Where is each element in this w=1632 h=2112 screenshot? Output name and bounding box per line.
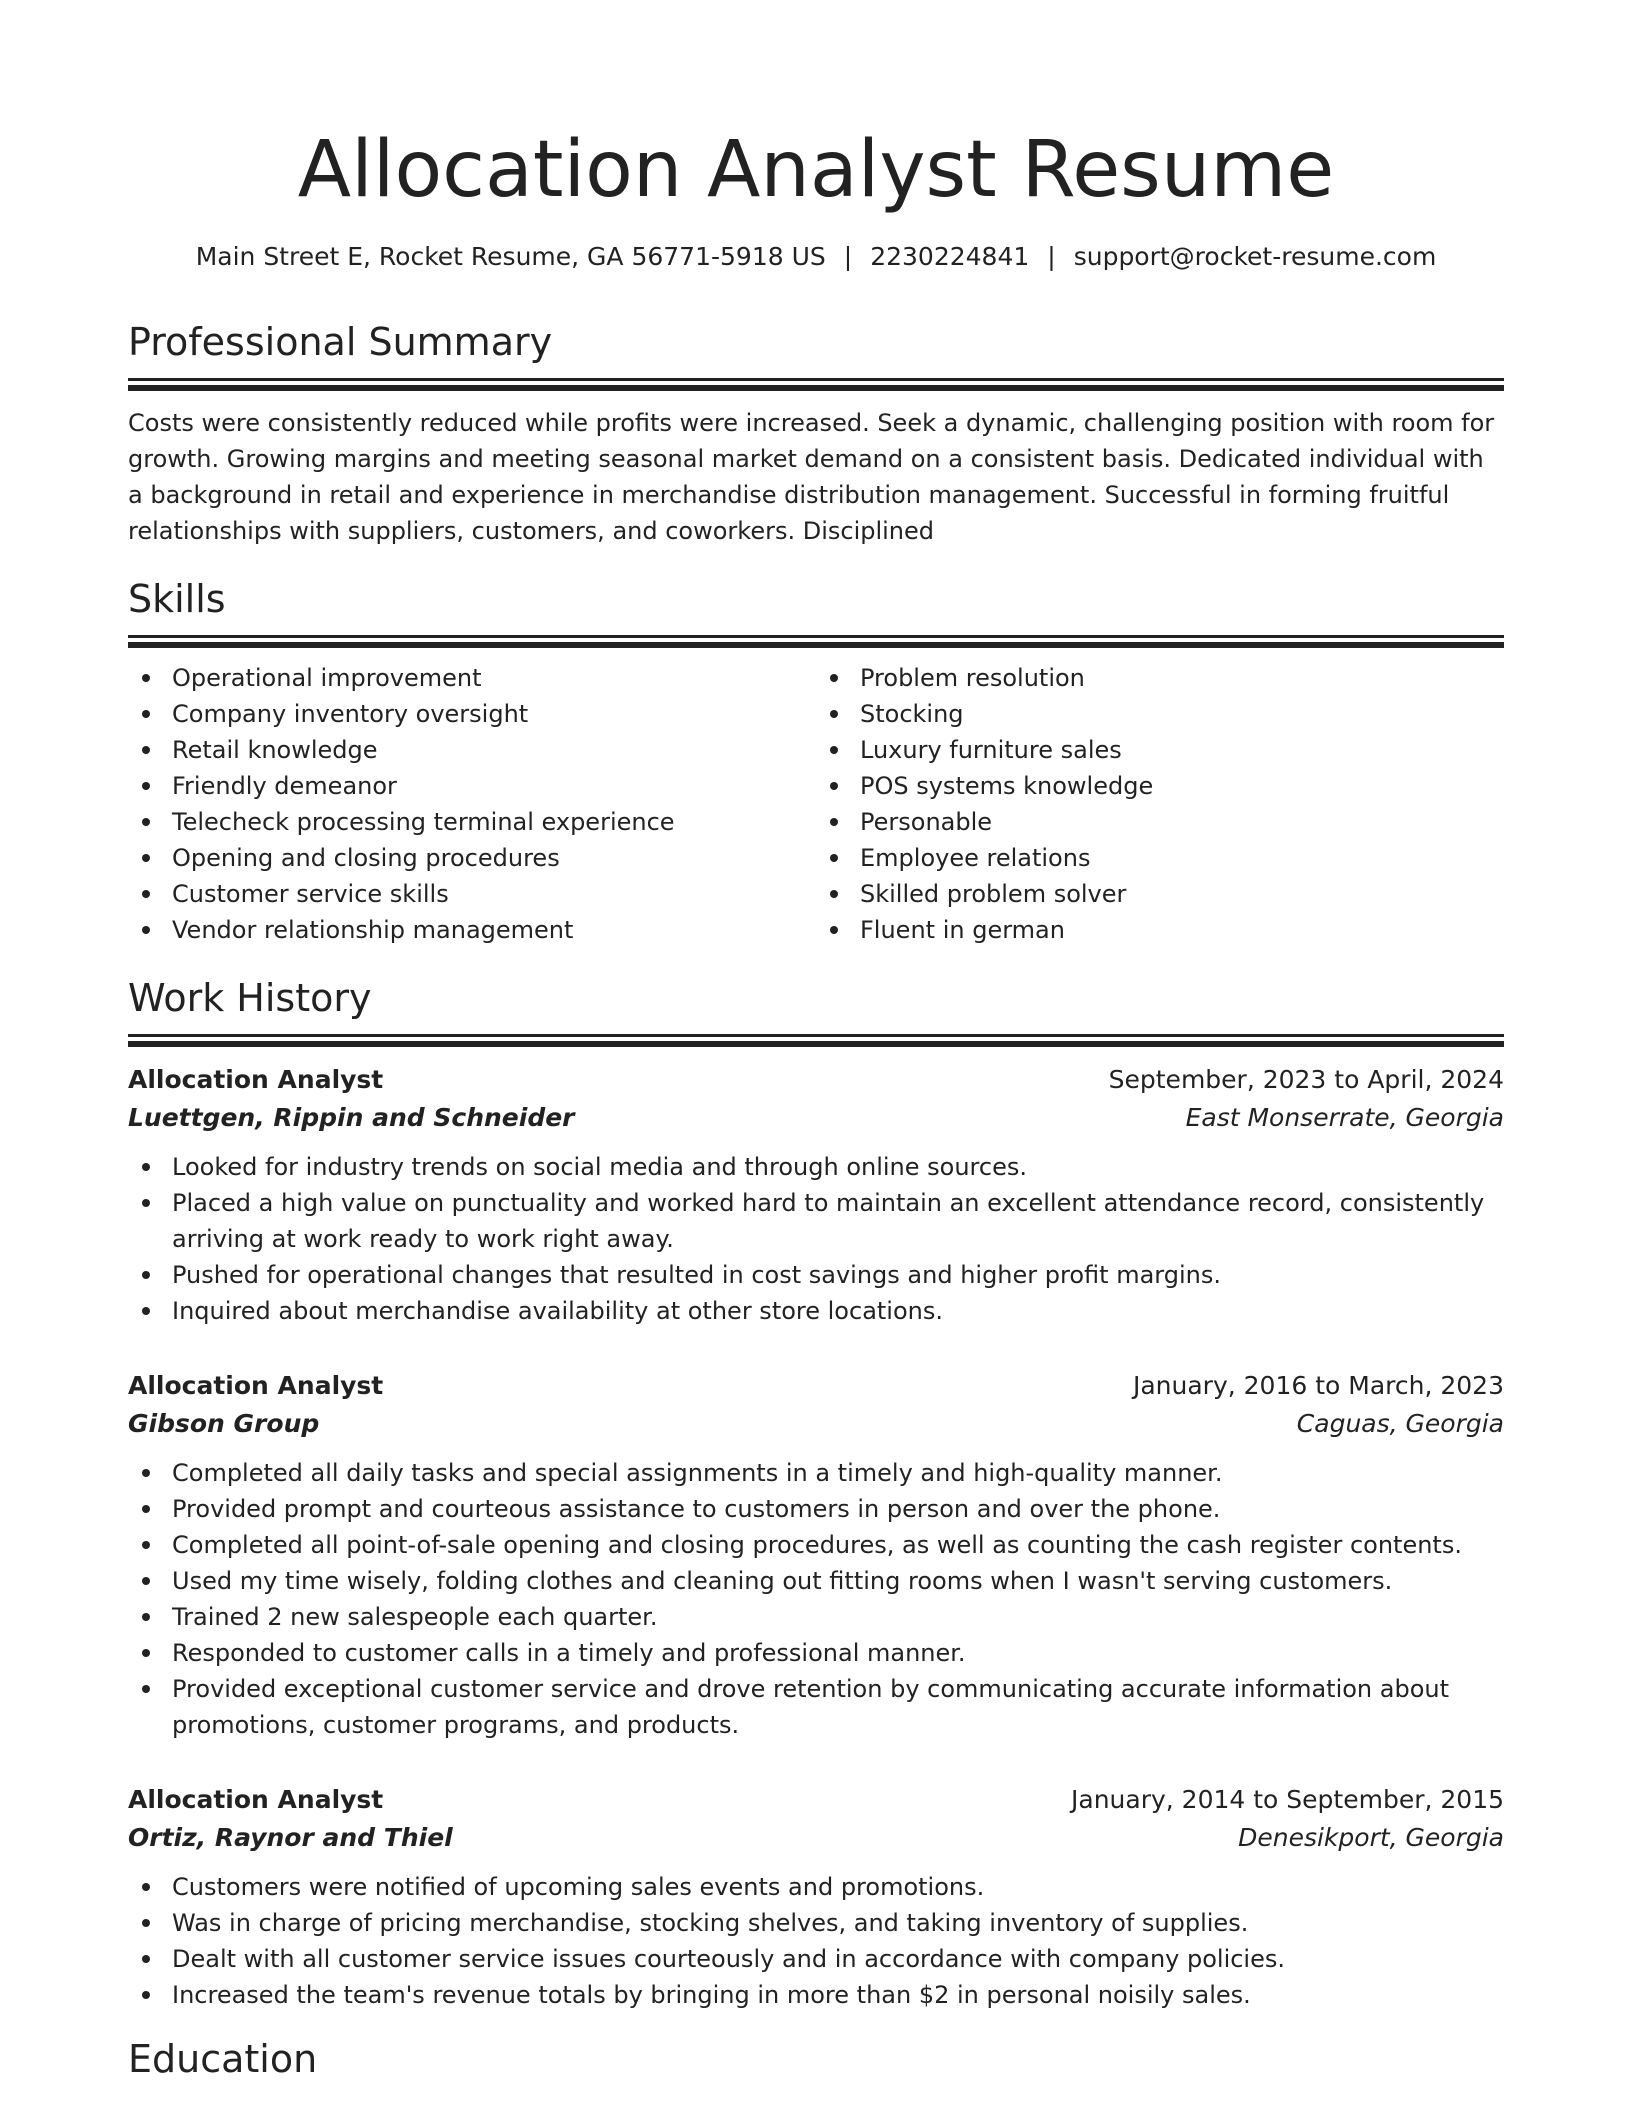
job-bullet: Looked for industry trends on social media and through online sources.: [172, 1149, 1504, 1185]
job-bullet: Trained 2 new salespeople each quarter.: [172, 1599, 1504, 1635]
skills-grid: [128, 660, 1504, 948]
job-header-row: [128, 1781, 1504, 1819]
job-bullets: [128, 1455, 1504, 1743]
skill-item: Stocking: [860, 696, 1504, 732]
job-header-row: [128, 1061, 1504, 1099]
job-header-row: [128, 1367, 1504, 1405]
section-rule-thick: [128, 385, 1504, 391]
job-location: Caguas, Georgia: [1296, 1409, 1504, 1438]
job-bullet: Used my time wisely, folding clothes and cleaning out fitting rooms when I wasn't serving customers.: [172, 1563, 1504, 1599]
job-dates: September, 2023 to April, 2024: [1108, 1065, 1504, 1094]
skill-item: Vendor relationship management: [172, 912, 816, 948]
job-bullet: Completed all point-of-sale opening and closing procedures, as well as counting the cash register contents.: [172, 1527, 1504, 1563]
job-bullet: Was in charge of pricing merchandise, stocking shelves, and taking inventory of supplies.: [172, 1905, 1504, 1941]
job-dates: January, 2016 to March, 2023: [1132, 1371, 1504, 1400]
contact-line: [128, 240, 1504, 274]
job-company: Gibson Group: [128, 1409, 320, 1438]
education-section: [128, 2035, 1504, 2083]
job-company-row: [128, 1405, 1504, 1443]
work-history-section: [128, 974, 1504, 2013]
skill-item: Problem resolution: [860, 660, 1504, 696]
job-bullet: Increased the team's revenue totals by bringing in more than $2 in personal noisily sales.: [172, 1977, 1504, 2013]
job-bullets: [128, 1149, 1504, 1329]
summary-section: [128, 318, 1504, 549]
job-location: Denesikport, Georgia: [1238, 1823, 1504, 1852]
contact-address: Main Street E, Rocket Resume, GA 56771-5918 US: [195, 242, 826, 271]
job-title: Allocation Analyst: [128, 1371, 384, 1400]
skills-section: [128, 575, 1504, 948]
job-dates: January, 2014 to September, 2015: [1071, 1785, 1504, 1814]
section-rule: [128, 635, 1504, 638]
contact-phone: 2230224841: [870, 242, 1030, 271]
skill-item: Customer service skills: [172, 876, 816, 912]
job-bullet: Responded to customer calls in a timely and professional manner.: [172, 1635, 1504, 1671]
skills-left-column: [128, 660, 816, 948]
section-rule-thick: [128, 642, 1504, 648]
section-rule-thick: [128, 1041, 1504, 1047]
skills-heading: Skills: [128, 577, 226, 621]
job-bullet: Provided prompt and courteous assistance to customers in person and over the phone.: [172, 1491, 1504, 1527]
skill-item: Opening and closing procedures: [172, 840, 816, 876]
job-bullet: Provided exceptional customer service and drove retention by communicating accurate information about promotions, customer programs, and products.: [172, 1671, 1504, 1743]
skill-item: Personable: [860, 804, 1504, 840]
job-title: Allocation Analyst: [128, 1785, 384, 1814]
skill-item: Friendly demeanor: [172, 768, 816, 804]
job-location: East Monserrate, Georgia: [1185, 1103, 1504, 1132]
skill-item: Skilled problem solver: [860, 876, 1504, 912]
contact-separator: |: [843, 242, 853, 271]
job-entry: [128, 1061, 1504, 1329]
skills-right-column: [816, 660, 1504, 948]
job-bullet: Placed a high value on punctuality and worked hard to maintain an excellent attendance record, consistently arriving at work ready to work right away.: [172, 1185, 1504, 1257]
summary-heading: Professional Summary: [128, 320, 553, 364]
skill-item: POS systems knowledge: [860, 768, 1504, 804]
contact-email: support@rocket-resume.com: [1073, 242, 1437, 271]
job-bullet: Pushed for operational changes that resulted in cost savings and higher profit margins.: [172, 1257, 1504, 1293]
skill-item: Employee relations: [860, 840, 1504, 876]
section-rule: [128, 378, 1504, 381]
skill-item: Company inventory oversight: [172, 696, 816, 732]
job-bullet: Dealt with all customer service issues courteously and in accordance with company policies.: [172, 1941, 1504, 1977]
summary-text: Costs were consistently reduced while profits were increased. Seek a dynamic, challenging position with room for growth. Growing margins and meeting seasonal market demand on a consistent basis. Dedicated individual with a background in retail and experience in merchandise distribution management. Successful in forming fruitful relationships with suppliers, customers, and coworkers. Disciplined: [128, 409, 1495, 545]
job-company-row: [128, 1819, 1504, 1857]
skill-item: Retail knowledge: [172, 732, 816, 768]
job-title: Allocation Analyst: [128, 1065, 384, 1094]
job-bullets: [128, 1869, 1504, 2013]
job-entry: [128, 1781, 1504, 2013]
job-bullet: Completed all daily tasks and special assignments in a timely and high-quality manner.: [172, 1455, 1504, 1491]
education-heading: Education: [128, 2037, 318, 2081]
job-entry: [128, 1367, 1504, 1743]
skill-item: Telecheck processing terminal experience: [172, 804, 816, 840]
job-company: Ortiz, Raynor and Thiel: [128, 1823, 453, 1852]
resume-title: Allocation Analyst Resume: [297, 125, 1335, 215]
skill-item: Fluent in german: [860, 912, 1504, 948]
work-history-heading: Work History: [128, 976, 372, 1020]
skill-item: Operational improvement: [172, 660, 816, 696]
job-company-row: [128, 1099, 1504, 1137]
contact-separator: |: [1047, 242, 1056, 271]
job-company: Luettgen, Rippin and Schneider: [128, 1103, 575, 1132]
job-bullet: Inquired about merchandise availability at other store locations.: [172, 1293, 1504, 1329]
skill-item: Luxury furniture sales: [860, 732, 1504, 768]
job-bullet: Customers were notified of upcoming sales events and promotions.: [172, 1869, 1504, 1905]
section-rule: [128, 1034, 1504, 1037]
